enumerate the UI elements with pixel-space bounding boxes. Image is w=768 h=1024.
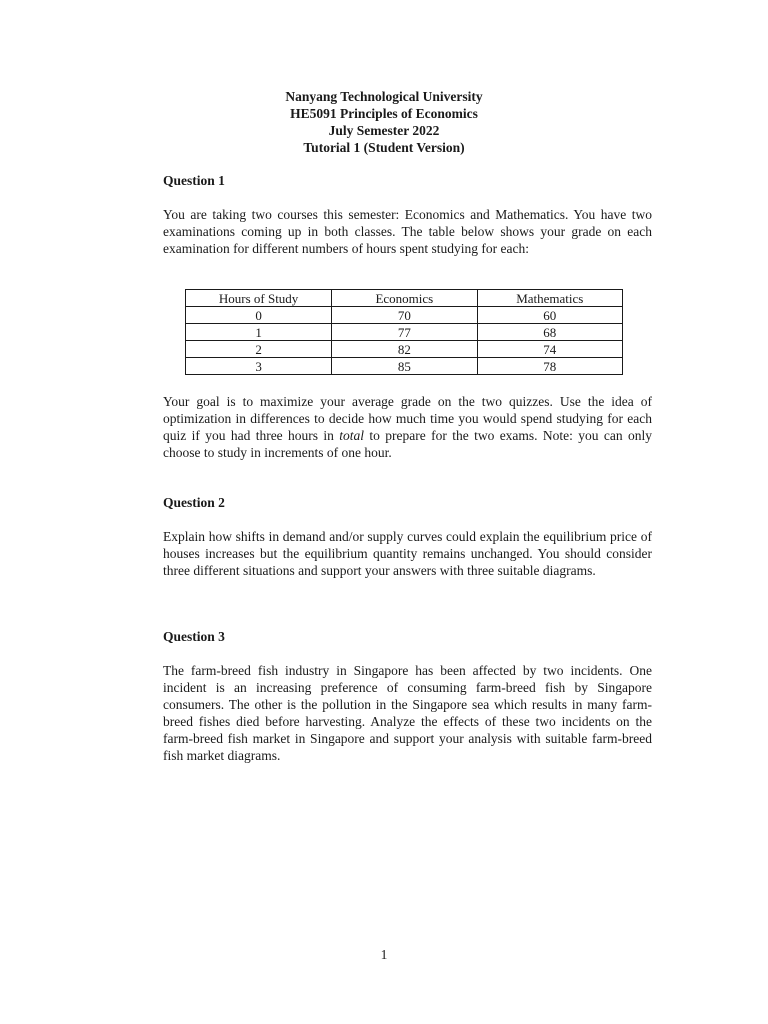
table-row [186,341,623,358]
table-cell-hours: 1 [186,324,332,341]
question-1-goal [163,393,652,461]
column-header-economics: Economics [332,290,477,307]
table-cell-hours: 0 [186,307,332,324]
course-title: HE5091 Principles of Economics [290,106,478,121]
table-row [186,324,623,341]
question-3-text: The farm-breed fish industry in Singapore has been affected by two incidents. One incident is an increasing preference of consuming farm-breed fish by Singapore consumers. The other is the pollution in the Singapore sea which results in many farm-breed fishes died before harvesting. Analyze the effects of these two incidents on the farm-breed fish market in Singapore and support your analysis with suitable farm-breed fish market diagrams. [163,663,652,763]
document-header [0,88,768,156]
table-header-row [186,290,623,307]
university-name: Nanyang Technological University [285,89,483,104]
table-cell-economics: 82 [332,341,477,358]
table-cell-mathematics: 78 [477,358,622,375]
column-header-mathematics: Mathematics [477,290,622,307]
table-cell-mathematics: 60 [477,307,622,324]
question-3-heading: Question 3 [163,629,225,644]
question-1-intro: You are taking two courses this semester: Economics and Mathematics. You have two examinations coming up in both classes. The table below shows your grade on each examination for different numbers of hours spent studying for each: [163,207,652,256]
table-cell-hours: 3 [186,358,332,375]
table-cell-mathematics: 68 [477,324,622,341]
study-hours-table [185,289,623,375]
table-cell-hours: 2 [186,341,332,358]
column-header-hours: Hours of Study [186,290,332,307]
goal-text-after: to prepare for the two exams. Note: you can only choose to study in increments of one hour. [163,428,652,460]
table-cell-economics: 77 [332,324,477,341]
question-1-heading: Question 1 [163,173,225,188]
question-2-text: Explain how shifts in demand and/or supply curves could explain the equilibrium price of houses increases but the equilibrium quantity remains unchanged. You should consider three different situations and support your answers with three suitable diagrams. [163,529,652,578]
table-cell-mathematics: 74 [477,341,622,358]
semester: July Semester 2022 [328,123,440,138]
table-row [186,307,623,324]
goal-text-emphasis: total [339,428,365,443]
question-2-heading: Question 2 [163,495,225,510]
page-number: 1 [380,947,388,962]
goal-text-before: Your goal is to maximize your average grade on the two quizzes. Use the idea of optimization in differences to decide how much time you would spend studying for each quiz if you had three hours in [163,394,652,443]
table-cell-economics: 70 [332,307,477,324]
tutorial-title: Tutorial 1 (Student Version) [303,140,465,155]
table-cell-economics: 85 [332,358,477,375]
table-row [186,358,623,375]
